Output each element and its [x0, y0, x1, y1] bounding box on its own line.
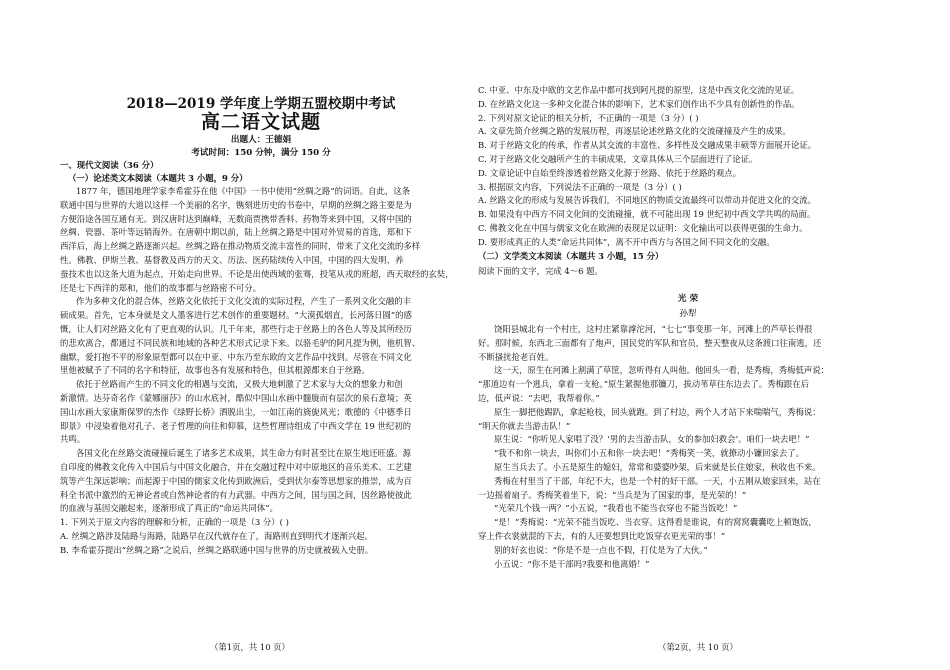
text-line: 西洋后，海上丝绸之路逐渐兴起。丝绸之路在推动物质交流丰富性的同时，带来了文化交流的多样	[60, 241, 421, 252]
text-line: 小五说：“你不是干部吗?我要和他离婚！”	[494, 558, 650, 569]
page-left	[60, 0, 462, 670]
text-line: 别的好玄也说：“你是不是一点也不假，打仗是为了大伙。”	[494, 544, 708, 555]
text-line: 丝绸、瓷器、茶叶等远销海外。在唐朝中期以前，陆上丝绸之路是中国对外贸易的首选，郑和下	[60, 227, 412, 238]
text-line: 蚕技术也以这条大道为起点，开始走向世界。不论是出使西域的张骞，投笔从戎的班超，西天取经的玄奘，	[60, 268, 454, 279]
text-line: B. 李希霍芬提出“丝绸之路”之说后，丝绸之路联通中国与世界的历史就被载入史册。	[60, 544, 374, 555]
text-line: A. 文章先简介丝绸之路的发展历程，再逐层论述丝路文化的交流碰撞及产生的成果。	[478, 126, 791, 137]
text-line: 穿上件衣裳就混的下去，有的人还要想到比吃饭穿衣更光荣的事！”	[478, 531, 726, 541]
text-line: 好。那时候，东西北三面都有了炮声，国民党的军队和官员，整天整夜从这条渡口往南逃，还	[478, 337, 822, 348]
text-line: 秀梅在村里当了干部，年纪不大，也是一个村的好干部。一天，小五刚从娘家回来，站在	[494, 475, 821, 486]
text-line: 还是七下西洋的郑和，他们的故事都与丝路密不可分。	[60, 282, 261, 293]
text-line: C. 中亚、中东及中欧的文艺作品中都可找到阿凡提的原型，这是中西文化交流的见证。	[478, 85, 800, 95]
text-line: 国山水画大家康斯保罗的杰作《绿野长桥》洒脱出尘，一如江南的旖旎风光；歌德的《中德季日	[60, 406, 412, 417]
author: 出题人：王德娟	[230, 135, 292, 145]
text-line: D. 在丝路文化这一多种文化混合体的影响下，艺术家们创作出不少具有创新性的作品。	[478, 98, 800, 109]
subsection-heading: （二）文学类文本阅读（本题共 3 小题，15 分）	[478, 251, 664, 261]
exam-subtitle: 高二语文试题	[200, 111, 321, 133]
page-footer: （第1页，共 10 页）	[210, 642, 290, 652]
text-line: 原生说：“你听见人家唱了没？‘男的去当游击队，女的参加妇救会’。咱们一块去吧！”	[494, 434, 810, 445]
page-right	[478, 0, 898, 670]
text-line: 不断搔扰抢老百姓。	[478, 351, 554, 362]
text-line: 科全书派中激烈的无神论者或自然神论者的有力武器。中西方之间，国与国之间，因丝路使彼此	[60, 489, 412, 500]
text-line: 3. 根据原文内容，下列说法不正确的一项是（3 分）( )	[478, 181, 682, 192]
text-line: 新激情。达芬奇名作《蒙娜丽莎》的山水底衬，酷似中国山水画中髓胧而有层次的泉石意境；英	[60, 393, 412, 403]
text-line: D. 文章论证中自始至终渗透着丝路文化源于丝路、依托于丝路的观点。	[478, 167, 741, 178]
text-line: 自印度的佛教文化传入中国后与中国文化融合，并在交融过程中对中原地区的音乐美术、工艺建	[60, 462, 412, 472]
text-line: 各国文化在丝路交流碰撞后诞生了诸多艺术成果，其生命力有时甚至比在原生地还旺盛。源	[76, 448, 411, 459]
text-line: 1. 下列关于原文内容的理解和分析，正确的一项是（3 分）( )	[60, 517, 289, 528]
text-line: 慨，让人们对丝路文化有了更直观的认识。几千年来，那些行走于丝路上的各色人等及其所经历	[60, 324, 412, 334]
text-line: B. 对于丝路文化的传承，作者从其交流的丰富性、多样性及交融成果丰硕等方面展开论证。	[478, 140, 817, 151]
text-line: 2. 下列对原文论证的相关分析，不正确的一项是（3 分）( )	[478, 112, 699, 123]
exam-title: 2018—2019 学年度上学期五盟校期中考试	[126, 96, 396, 112]
text-line: 共鸣。	[60, 434, 86, 445]
text-line: A. 丝绸之路涉及陆路与海路，陆路早在汉代就存在了，海路则直到明代才逐渐兴起。	[60, 531, 373, 541]
text-line: 即景》中浸染着他对孔子、老子哲理的向往和仰慕，这些哲理诗组成了中西文学在 19 世纪初的	[60, 420, 411, 431]
text-line: B. 如果没有中西方不同文化间的交流碰撞，就不可能出现 19 世纪初中西文学共鸣的局面。	[478, 209, 816, 220]
text-line: “光荣几个钱一两？”小五说，“我看也不能当衣穿也不能当饭吃！”	[494, 503, 738, 514]
text-line: 里他被赋予了不同的名字和特征，故事也各有发展和特色，但其根源都来自于丝路。	[60, 365, 370, 376]
text-line: 阅读下面的文字，完成 4～6 题。	[478, 266, 603, 276]
text-line: 筑等产生深远影响；而起源于中国的儒家文化传到欧洲后，受到伏尔泰等思想家的推崇，成为百	[60, 475, 412, 486]
text-line: “明天你就去当游击队！”	[478, 420, 571, 431]
text-line: 作为多种文化的混合体，丝路文化依托于文化交流的实际过程，产生了一系列文化交融的丰	[76, 296, 411, 307]
text-line: A. 丝路文化的形成与发展告诉我们，不同地区的物质交流最终可以带动并促进文化的交流。	[478, 195, 816, 206]
text-line: 边，低声说：“去吧，我帮着你。”	[478, 393, 600, 403]
text-line: 的血液与基因交融起来，逐渐形成了真正的“命运共同体”。	[60, 503, 278, 514]
text-line: 饶阳县城北有一个村庄，这村庄紧靠滹沱河，“七七”事变那一年，河滩上的芦草长得很	[494, 324, 813, 334]
text-line: 这一天，原生在河滩上割满了草筐，忽听得有人叫他。他回头一看，是秀梅，秀梅低声说：	[494, 365, 829, 376]
text-line: “我不和你一块去，叫你们小五和你一块去吧！”秀梅笑一笑，就撩动小镰回家去了。	[494, 448, 805, 459]
page-footer: （第2页，共 10 页）	[658, 642, 738, 652]
text-line: C. 对于丝路文化交融所产生的丰硕成果，文章具体从三个层面进行了论证。	[478, 154, 758, 164]
subsection-heading: （一）论述类文本阅读（本题共 3 小题，9 分）	[68, 173, 248, 183]
text-line: 方便沿途各国互通有无。到汉唐时达到巅峰，无数商贾携带香料、药物等来到中国，又将中国的	[60, 213, 412, 224]
text-line: 1877 年，德国地理学家李希霍芬在他《中国》一书中使用“丝绸之路”的词语。自此，这条	[76, 186, 411, 196]
text-line: D. 要形成真正的人类“命运共同体”，离不开中西方与各国之间不同文化的交融。	[478, 236, 775, 247]
section-heading: 一、现代文阅读（36 分）	[60, 160, 159, 170]
text-line: 硕成果。首先，它本身就是文人墨客进行艺术创作的重要题材。“大漠孤烟直，长河落日圆”的感	[60, 310, 412, 321]
text-line: 幽默，爱打抱不平的形象原型都可以在中亚、中东乃至东欧的文艺作品中找到。尽管在不同文化	[60, 351, 412, 362]
text-line: 的悲欢离合，都通过不同民族和地域的各种艺术形式记录下来。以骆毛驴的阿凡提为例，他机智、	[60, 337, 421, 348]
text-line: 联通中国与世界的大道以这样一个美丽的名字，镌刻进历史的书卷中，早期的丝绸之路主要是为	[60, 199, 412, 210]
text-line: 性。佛教、伊斯兰教、基督教及西方的天文、历法、医药陆续传入中国，中国的四大发明、养	[60, 255, 404, 265]
story-title: 光 荣	[677, 294, 699, 304]
text-line: 原生一脚把他踢趴，拿起枪枝，回头就跑。到了村边，两个人才站下来喘喘气，秀梅说：	[494, 406, 821, 417]
exam-info: 考试时间：150 分钟，满分 150 分	[191, 148, 331, 158]
story-author: 孙犁	[679, 309, 697, 319]
text-line: “是！”秀梅说：“光荣不能当饭吃、当衣穿。这得看是谁说，有的窝窝囊囊吃上顿饱饭，	[494, 517, 817, 528]
text-line: “那道边有一个逃兵，拿着一支枪。”原生紧握他那镰刀，拔动苇草往东边去了。秀梅跟在后	[478, 379, 809, 390]
text-line: C. 佛教文化在中国与儒家文化在欧洲的表现足以证明：文化输出可以获得更强的生命力。	[478, 223, 808, 233]
text-line: 一边摇着扇子。秀梅笑着坐下，说：“当兵是为了国家的事，是光荣的！”	[478, 489, 747, 500]
text-line: 原生当兵去了。小五是原生的媳妇，常常和婆婆吵架，后来就是长住娘家，秋收也不来。	[494, 462, 821, 472]
text-line: 依托于丝路而产生的不同文化的相遇与交流，又极大地刺激了艺术家与大众的想象力和创	[76, 379, 403, 390]
